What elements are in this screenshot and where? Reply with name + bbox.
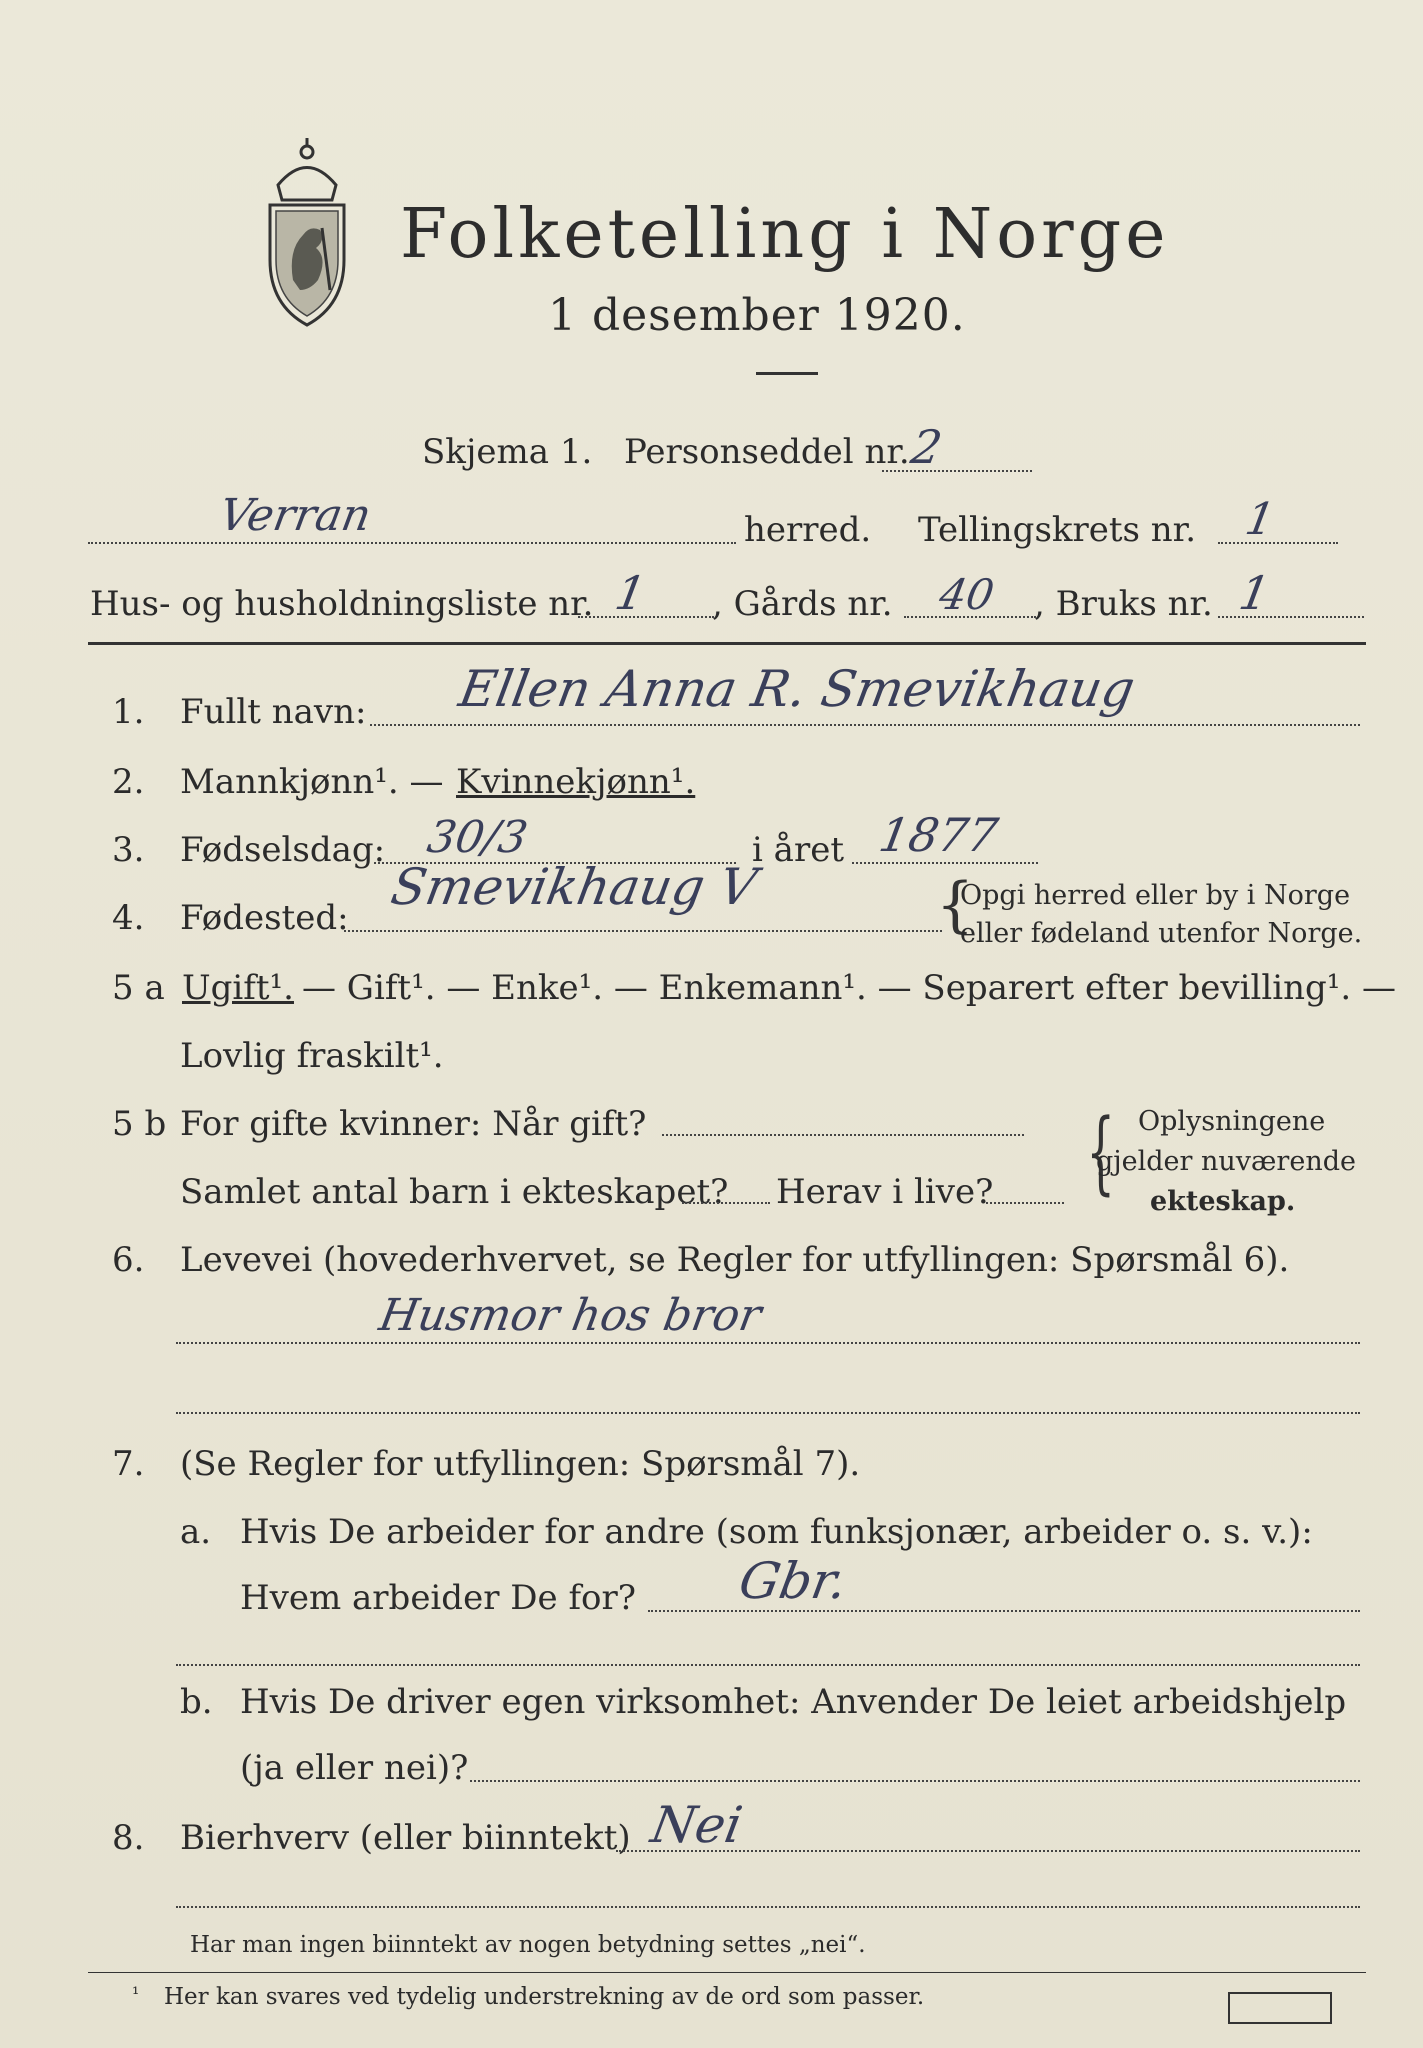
coat-of-arms-icon: [248, 130, 366, 330]
q6-number: 6.: [112, 1240, 145, 1280]
birth-year-label: i året: [752, 830, 844, 870]
tellingskrets-label: Tellingskrets nr.: [918, 510, 1197, 550]
q7-label: (Se Regler for utfyllingen: Spørsmål 7).: [180, 1444, 861, 1484]
q5a-ugift-option[interactable]: Ugift¹.: [182, 968, 294, 1008]
children-alive-field[interactable]: [986, 1202, 1064, 1204]
birth-year-value: 1877: [875, 808, 1002, 862]
employer-field-line2[interactable]: [176, 1664, 1360, 1666]
birthplace-value: Smevikhaug V: [386, 858, 762, 916]
footer-divider: [88, 1972, 1366, 1973]
q1-label: Fullt navn:: [180, 692, 367, 732]
herred-field[interactable]: [88, 542, 736, 544]
birthday-value: 30/3: [423, 812, 532, 863]
personseddel-field[interactable]: [882, 470, 1032, 472]
q5b-alive-label: Herav i live?: [776, 1172, 994, 1212]
title-divider: [756, 372, 818, 375]
q5a-fraskilt-option[interactable]: Lovlig fraskilt¹.: [180, 1036, 444, 1076]
q3-label: Fødselsdag:: [180, 830, 386, 870]
personseddel-label: Personseddel nr.: [624, 432, 910, 472]
q5b-note-line3: ekteskap.: [1150, 1186, 1296, 1217]
bruks-value: 1: [1235, 566, 1275, 620]
q5b-number: 5 b: [112, 1104, 167, 1144]
footnote-text: Her kan svares ved tydelig understrekning av de ord som passer.: [164, 1984, 925, 2010]
q2-male-option[interactable]: Mannkjønn¹. —: [180, 762, 444, 802]
q7a-question: Hvem arbeider De for?: [240, 1578, 636, 1618]
personseddel-value: 2: [907, 420, 947, 474]
bruks-label: , Bruks nr.: [1034, 584, 1213, 624]
employer-field[interactable]: [648, 1610, 1360, 1612]
q7b-label: Hvis De driver egen virksomhet: Anvender De leiet arbeidshjelp: [240, 1682, 1347, 1722]
q2-number: 2.: [112, 762, 145, 802]
full-name-field[interactable]: [370, 724, 1360, 726]
q5b-when-married-label: For gifte kvinner: Når gift?: [180, 1104, 647, 1144]
schema-label: Skjema 1.: [422, 432, 593, 472]
q5a-number: 5 a: [112, 968, 165, 1008]
printer-stamp: [1228, 1992, 1332, 2024]
occupation-field-line1[interactable]: [176, 1342, 1360, 1344]
q5b-note-line1: Oplysningene: [1138, 1106, 1326, 1137]
q7b-question: (ja eller nei)?: [240, 1748, 469, 1788]
q1-number: 1.: [112, 692, 145, 732]
gards-label: , Gårds nr.: [712, 584, 893, 624]
q7a-label: Hvis De arbeider for andre (som funksjonær, arbeider o. s. v.):: [240, 1512, 1313, 1552]
q8-number: 8.: [112, 1818, 145, 1858]
q5b-note-line2: gjelder nuværende: [1096, 1146, 1356, 1177]
footnote-mark: ¹: [132, 1984, 140, 2005]
q5a-other-options[interactable]: — Gift¹. — Enke¹. — Enkemann¹. — Separert efter bevilling¹. —: [302, 968, 1397, 1008]
hired-help-field[interactable]: [470, 1780, 1360, 1782]
q7-number: 7.: [112, 1444, 145, 1484]
when-married-field[interactable]: [662, 1134, 1024, 1136]
q5b-note-brace: {: [1086, 1100, 1115, 1205]
occupation-value: Husmor hos bror: [375, 1290, 766, 1341]
q4-note-brace: {: [936, 870, 975, 940]
q2-female-option[interactable]: Kvinnekjønn¹.: [456, 762, 696, 802]
birth-year-field[interactable]: [852, 862, 1038, 864]
herred-value: Verran: [215, 490, 375, 541]
q4-label: Fødested:: [180, 898, 349, 938]
form-title: Folketelling i Norge: [400, 195, 1170, 274]
full-name-value: Ellen Anna R. Smevikhaug: [454, 660, 1139, 718]
employer-value: Gbr.: [734, 1552, 852, 1610]
q4-number: 4.: [112, 898, 145, 938]
gards-value: 40: [935, 570, 998, 619]
husholdningsliste-field[interactable]: [578, 616, 714, 618]
husholdningsliste-value: 1: [611, 566, 651, 620]
tellingskrets-value: 1: [1241, 494, 1279, 545]
side-income-value: Nei: [646, 1796, 747, 1854]
q7a-letter: a.: [180, 1512, 212, 1552]
q4-note-line2: eller fødeland utenfor Norge.: [960, 918, 1363, 949]
form-date: 1 desember 1920.: [548, 290, 966, 341]
q7b-letter: b.: [180, 1682, 213, 1722]
birthplace-field[interactable]: [344, 930, 942, 932]
children-count-field[interactable]: [682, 1202, 770, 1204]
header-divider: [88, 642, 1366, 645]
footer-note: Har man ingen biinntekt av nogen betydning settes „nei“.: [190, 1932, 866, 1958]
side-income-field-line2[interactable]: [176, 1906, 1360, 1908]
q6-label: Levevei (hovederhvervet, se Regler for utfyllingen: Spørsmål 6).: [180, 1240, 1290, 1280]
husholdningsliste-label: Hus- og husholdningsliste nr.: [90, 584, 594, 624]
occupation-field-line2[interactable]: [176, 1412, 1360, 1414]
q5b-children-label: Samlet antal barn i ekteskapet?: [180, 1172, 729, 1212]
q8-label: Bierhverv (eller biinntekt): [180, 1818, 631, 1858]
herred-label: herred.: [744, 510, 872, 550]
q4-note-line1: Opgi herred eller by i Norge: [960, 880, 1351, 911]
q3-number: 3.: [112, 830, 145, 870]
tellingskrets-field[interactable]: [1218, 542, 1338, 544]
